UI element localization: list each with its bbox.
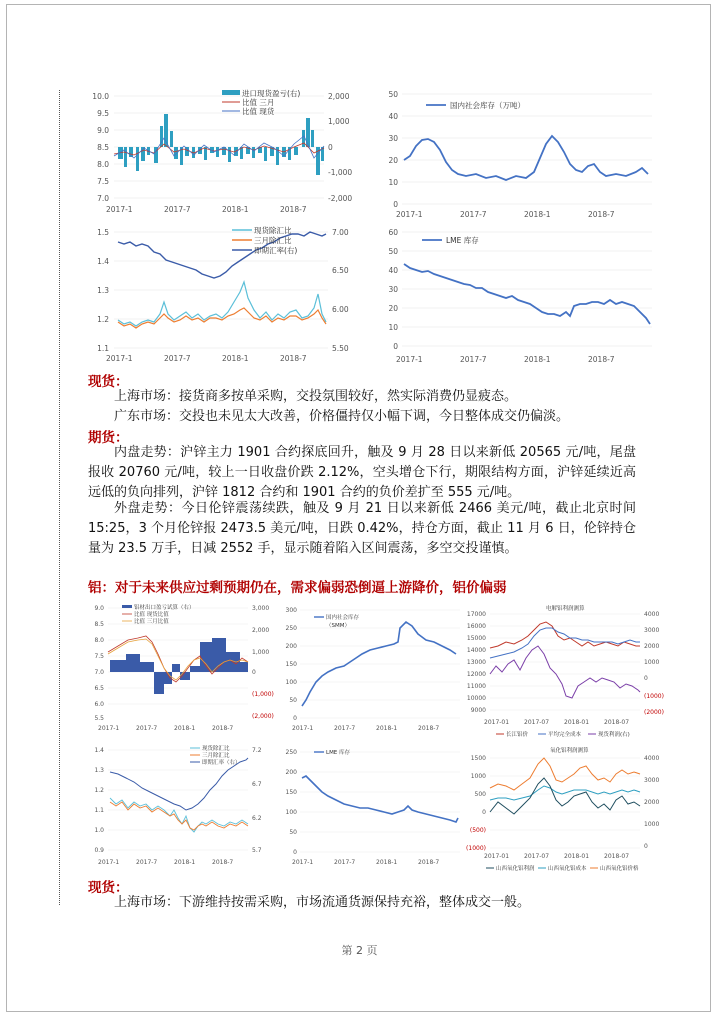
svg-text:10: 10 [388,323,398,332]
svg-text:2,000: 2,000 [328,92,350,101]
svg-text:2000: 2000 [644,643,660,650]
svg-text:0: 0 [644,843,648,850]
svg-text:3000: 3000 [644,777,660,784]
svg-text:7.00: 7.00 [332,228,349,237]
zinc-import-profit-chart [84,86,354,216]
exchange-rate-line [118,232,326,278]
y-axis-labels [388,90,398,209]
x-axis-labels [292,859,439,866]
svg-text:山西氧化铝价格: 山西氧化铝价格 [600,866,639,872]
export-profit-bars [110,638,248,694]
zinc-exchange-ratio-chart [84,222,359,364]
page-value: 2 [356,944,363,957]
x-axis-labels [106,354,307,363]
grid [490,614,640,710]
svg-text:-1,000: -1,000 [328,168,353,177]
svg-text:8.0: 8.0 [97,160,109,169]
svg-text:2018-01: 2018-01 [564,853,590,860]
svg-text:7.0: 7.0 [97,194,109,203]
svg-text:1.3: 1.3 [94,767,104,774]
zinc-social-inventory-chart [376,86,661,221]
zinc-lme-inventory-chart [376,224,661,369]
svg-text:1.2: 1.2 [97,315,109,324]
svg-text:2018-1: 2018-1 [222,205,249,214]
al-shanghai-market: 上海市场：下游维持按需采购，市场流通货源保持充裕，整体成交一般。 [114,895,531,910]
svg-text:6.7: 6.7 [252,781,262,788]
right-axis-labels [332,228,349,353]
binding-margin-line [59,90,60,905]
svg-text:0: 0 [293,715,297,722]
svg-text:2018-01: 2018-01 [564,719,590,726]
y-axis-labels [286,607,298,722]
svg-text:7.2: 7.2 [252,747,262,754]
right-axis-labels [328,92,352,203]
svg-text:1.1: 1.1 [94,807,104,814]
y-axis-labels [286,749,298,856]
svg-text:2017-7: 2017-7 [164,205,191,214]
svg-text:2017-1: 2017-1 [292,859,314,866]
svg-text:1.5: 1.5 [97,228,109,237]
zinc-futures-heading: 期货： [88,430,129,446]
svg-text:2018-7: 2018-7 [588,210,615,219]
svg-text:2017-7: 2017-7 [164,354,191,363]
y-axis-labels [388,228,398,351]
svg-text:(500): (500) [469,827,486,834]
svg-text:2018-07: 2018-07 [604,719,630,726]
svg-text:20: 20 [388,156,398,165]
svg-text:6.00: 6.00 [332,305,349,314]
svg-text:9.5: 9.5 [97,109,109,118]
right-axis-labels [644,611,664,716]
svg-text:200: 200 [285,643,297,650]
svg-text:山西氧化铝成本: 山西氧化铝成本 [548,866,587,872]
three-month-ratio-line [110,802,248,830]
svg-text:7.5: 7.5 [97,177,109,186]
legend: 国内社会库存（万吨） [450,101,525,110]
svg-text:13000: 13000 [466,659,486,666]
svg-text:铝材出口盈亏试算（右）: 铝材出口盈亏试算（右） [134,605,195,611]
spot-profit-line [490,646,640,698]
svg-text:5.50: 5.50 [332,344,349,353]
svg-text:三月除汇比: 三月除汇比 [202,753,230,759]
svg-text:50: 50 [388,247,398,256]
alumina-cost-line [490,786,640,800]
svg-text:3000: 3000 [644,627,660,634]
svg-text:0: 0 [644,675,648,682]
svg-text:2017-1: 2017-1 [98,859,120,866]
svg-text:2018-7: 2018-7 [212,859,234,866]
svg-text:30: 30 [388,285,398,294]
svg-text:长江铝价: 长江铝价 [506,732,529,738]
svg-text:2017-7: 2017-7 [460,355,487,364]
svg-text:三月除汇比: 三月除汇比 [254,236,292,245]
alumina-profit-chart [466,744,666,874]
right-axis-labels [252,605,274,720]
legend: LME 库存 [446,236,479,245]
svg-text:2017-01: 2017-01 [484,853,510,860]
svg-text:100: 100 [285,809,297,816]
x-axis-labels [484,853,629,860]
chart-title: 氧化铝利润测算 [550,748,589,754]
right-axis-labels [252,747,262,854]
left-axis-labels [94,605,104,722]
svg-text:1.0: 1.0 [94,827,104,834]
svg-text:2017-1: 2017-1 [396,355,423,364]
lme-inventory-line [302,776,458,822]
svg-text:(2,000): (2,000) [252,713,274,720]
average-cost-line [490,628,640,658]
svg-text:100: 100 [285,679,297,686]
svg-text:12000: 12000 [466,671,486,678]
legend-line1: 国内社会库存 [326,615,360,621]
svg-text:即期汇率（右）: 即期汇率（右） [202,760,241,766]
svg-text:-2,000: -2,000 [328,194,353,203]
right-axis-labels [644,755,659,850]
svg-text:50: 50 [388,90,398,99]
x-axis-labels [396,210,615,219]
svg-text:1.4: 1.4 [94,747,104,754]
svg-text:2,000: 2,000 [252,627,270,634]
legend [190,744,241,766]
svg-text:1.1: 1.1 [97,344,109,353]
alumina-price-line [490,758,640,790]
svg-text:250: 250 [285,749,297,756]
svg-text:1500: 1500 [470,755,486,762]
svg-text:2018-7: 2018-7 [418,859,440,866]
svg-text:150: 150 [285,789,297,796]
zinc-foreign-trend: 外盘走势：今日伦锌震荡续跌，触及 9 月 21 日以来新低 2466 美元/吨，截止北京时间 15:25，3 个月伦锌报 2473.5 美元/吨，日跌 0.42%，持仓方面，截止 11 月 6 日，伦锌持仓量为 23.5 万手，日减 2552 手，显示随着陷入区间震荡，多空交投谨慎。 [88,501,636,556]
svg-text:17000: 17000 [466,611,486,618]
grid [402,232,652,346]
svg-text:50: 50 [289,829,297,836]
svg-text:1.4: 1.4 [97,257,109,266]
svg-text:300: 300 [285,607,297,614]
svg-text:2017-1: 2017-1 [98,725,120,732]
svg-text:15000: 15000 [466,635,486,642]
legend-line2: （SMM） [326,623,350,629]
svg-text:14000: 14000 [466,647,486,654]
svg-text:现货除汇比: 现货除汇比 [254,226,292,235]
svg-text:9.0: 9.0 [97,126,109,135]
svg-text:3,000: 3,000 [252,605,270,612]
x-axis-labels [292,725,439,732]
svg-text:0: 0 [293,849,297,856]
svg-text:2018-1: 2018-1 [174,859,196,866]
svg-text:2017-1: 2017-1 [396,210,423,219]
svg-text:50: 50 [289,697,297,704]
svg-text:2017-01: 2017-01 [484,719,510,726]
svg-text:9000: 9000 [470,707,486,714]
svg-text:60: 60 [388,228,398,237]
svg-text:1.2: 1.2 [94,787,104,794]
svg-text:(1000): (1000) [466,845,486,852]
svg-text:0.9: 0.9 [94,847,104,854]
lme-inventory-line [404,264,650,324]
grid [300,752,460,852]
svg-text:2017-7: 2017-7 [136,725,158,732]
svg-text:6.50: 6.50 [332,266,349,275]
svg-text:4000: 4000 [644,755,660,762]
svg-text:20: 20 [388,304,398,313]
svg-text:7.5: 7.5 [94,653,104,660]
svg-text:2017-1: 2017-1 [106,205,133,214]
svg-text:2017-07: 2017-07 [524,719,550,726]
svg-text:现货除汇比: 现货除汇比 [202,746,230,752]
left-axis-labels [97,228,109,353]
svg-text:1000: 1000 [644,821,660,828]
svg-text:8.0: 8.0 [94,637,104,644]
svg-text:比值 现货比值: 比值 现货比值 [134,612,169,618]
al-spot-heading: 现货： [88,880,129,896]
svg-text:2017-7: 2017-7 [460,210,487,219]
svg-text:2018-1: 2018-1 [376,725,398,732]
legend [496,730,630,738]
svg-text:5.5: 5.5 [94,715,104,722]
svg-text:2018-1: 2018-1 [524,355,551,364]
svg-text:0: 0 [252,669,256,676]
svg-text:8.5: 8.5 [97,143,109,152]
svg-text:即期汇率(右): 即期汇率(右) [254,246,298,255]
svg-text:40: 40 [388,266,398,275]
svg-text:2018-7: 2018-7 [588,355,615,364]
left-axis-labels [466,755,486,852]
svg-text:2000: 2000 [644,799,660,806]
svg-text:9.0: 9.0 [94,605,104,612]
svg-text:6.0: 6.0 [94,701,104,708]
svg-text:6.2: 6.2 [252,815,262,822]
grid [490,758,640,848]
svg-text:平均完全成本: 平均完全成本 [548,732,582,738]
x-axis-labels [98,725,233,732]
svg-text:10000: 10000 [466,695,486,702]
svg-text:(1000): (1000) [644,693,664,700]
svg-text:1,000: 1,000 [252,649,270,656]
al-lme-inventory-chart [280,744,465,869]
svg-text:500: 500 [474,791,486,798]
svg-text:7.0: 7.0 [94,669,104,676]
legend [222,88,300,116]
zinc-guangdong-market: 广东市场：交投也未见太大改善，价格僵持仅小幅下调，今日整体成交仍偏淡。 [114,409,570,424]
svg-text:11000: 11000 [466,683,486,690]
svg-text:2018-07: 2018-07 [604,853,630,860]
svg-text:16000: 16000 [466,623,486,630]
svg-text:0: 0 [328,143,333,152]
svg-text:2017-7: 2017-7 [136,859,158,866]
x-axis-labels [396,355,615,364]
svg-text:2018-1: 2018-1 [174,725,196,732]
svg-text:10: 10 [388,178,398,187]
chart-title: 电解铝利润测算 [546,606,585,612]
zinc-shanghai-market: 上海市场：接货商多按单采购，交投氛围较好，然实际消费仍显疲态。 [114,389,518,404]
svg-text:2018-7: 2018-7 [280,205,307,214]
page-prefix: 第 [341,944,353,957]
aluminum-heading: 铝：对于未来供应过剩预期仍在，需求偏弱恐倒逼上游降价，铝价偏弱 [88,580,507,596]
left-axis-labels [467,611,486,714]
svg-text:2018-7: 2018-7 [418,725,440,732]
svg-text:150: 150 [285,661,297,668]
alumina-profit-line [490,778,640,814]
svg-text:2017-7: 2017-7 [334,725,356,732]
svg-text:2017-7: 2017-7 [334,859,356,866]
al-electrolytic-profit-chart [466,602,666,742]
svg-text:2018-7: 2018-7 [280,354,307,363]
svg-text:2018-1: 2018-1 [222,354,249,363]
zinc-spot-heading: 现货： [88,374,129,390]
svg-text:1.3: 1.3 [97,286,109,295]
svg-text:比值 三月: 比值 三月 [242,98,275,107]
svg-text:40: 40 [388,112,398,121]
svg-text:10.0: 10.0 [92,92,109,101]
svg-text:250: 250 [285,625,297,632]
svg-text:山西氧化铝利润: 山西氧化铝利润 [496,866,535,872]
svg-text:4000: 4000 [644,611,660,618]
page-suffix: 页 [366,944,378,957]
svg-text:2018-7: 2018-7 [212,725,234,732]
al-exchange-ratio-chart [88,744,278,869]
svg-text:比值 三月比值: 比值 三月比值 [134,619,169,625]
svg-text:进口现货盈亏(右): 进口现货盈亏(右) [242,89,301,98]
svg-text:8.5: 8.5 [94,621,104,628]
inventory-line [404,136,648,180]
svg-text:0: 0 [393,200,398,209]
svg-text:2017-1: 2017-1 [106,354,133,363]
svg-text:现货利润(右): 现货利润(右) [598,732,630,738]
x-axis-labels [484,719,629,726]
svg-text:1,000: 1,000 [328,117,350,126]
svg-text:(2000): (2000) [644,709,664,716]
left-axis-labels [92,92,109,203]
svg-text:30: 30 [388,134,398,143]
svg-text:比值 现货: 比值 现货 [242,107,275,116]
svg-text:200: 200 [285,769,297,776]
svg-text:0: 0 [393,342,398,351]
grid [300,610,460,718]
zinc-domestic-trend: 内盘走势：沪锌主力 1901 合约探底回升，触及 9 月 28 日以来新低 20565 元/吨，尾盘报收 20760 元/吨，较上一日收盘价跌 2.12%，空头增仓下行，期限结构方面，沪锌延续近高远低的负向排列，沪锌 1812 合约和 1901 合约的负价差扩至 555 元/吨。 [88,445,636,500]
svg-text:5.7: 5.7 [252,847,262,854]
legend [122,603,195,625]
al-social-inventory-chart [280,602,465,732]
legend: LME 库存 [326,750,351,756]
svg-text:2018-1: 2018-1 [376,859,398,866]
svg-text:1000: 1000 [470,773,486,780]
spot-ratio-line [110,798,248,832]
legend [232,225,297,255]
svg-text:2018-1: 2018-1 [524,210,551,219]
al-export-profit-chart [88,602,278,732]
page-number [0,942,719,958]
svg-text:1000: 1000 [644,659,660,666]
left-axis-labels [94,747,104,854]
svg-text:0: 0 [482,809,486,816]
x-axis-labels [106,205,307,214]
svg-text:(1,000): (1,000) [252,691,274,698]
svg-text:2017-1: 2017-1 [292,725,314,732]
svg-text:2017-07: 2017-07 [524,853,550,860]
svg-text:6.5: 6.5 [94,685,104,692]
legend [486,864,639,872]
x-axis-labels [98,859,233,866]
